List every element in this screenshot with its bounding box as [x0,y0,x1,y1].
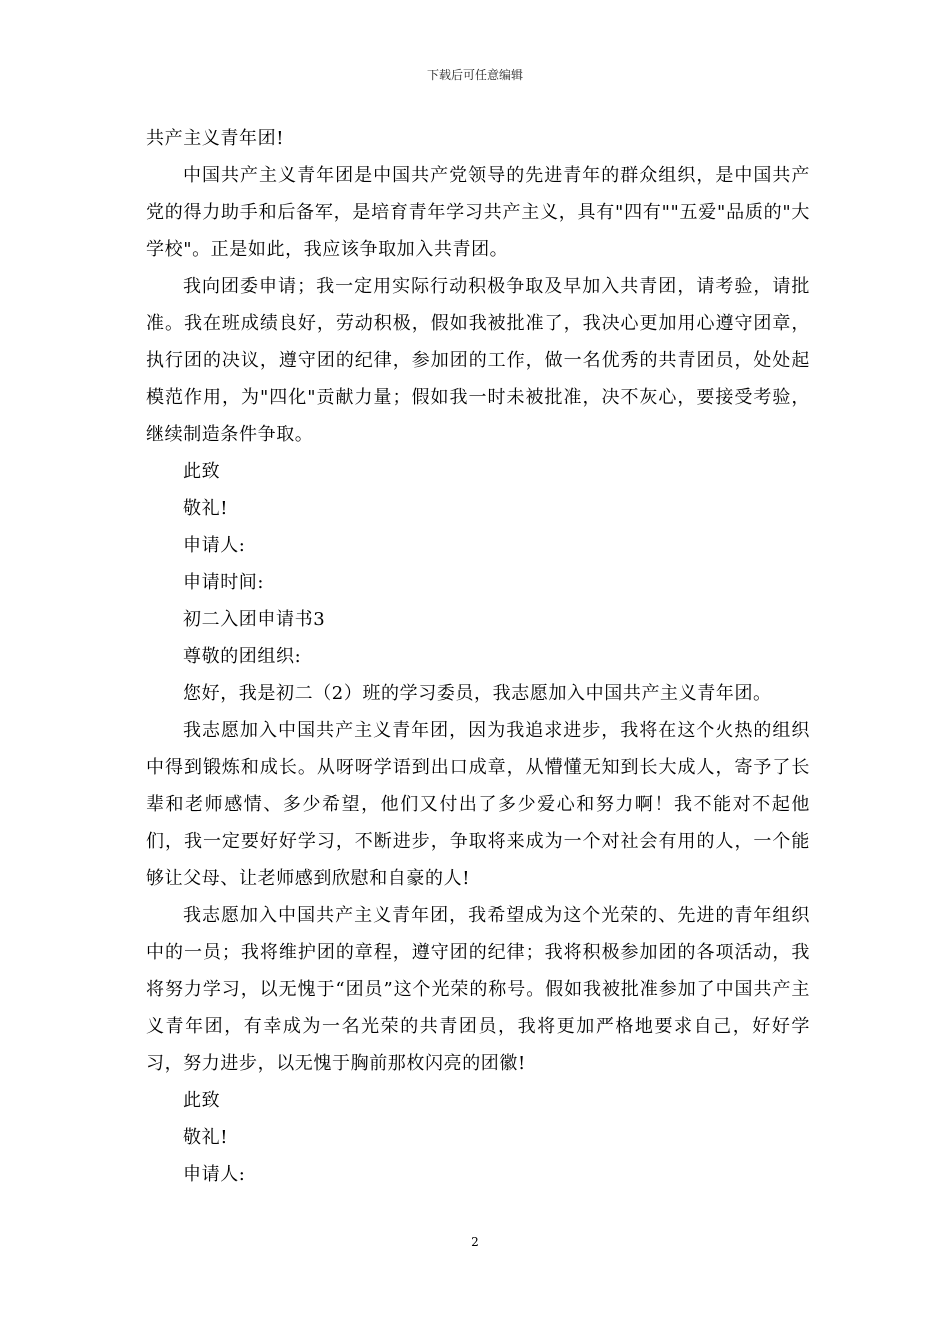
paragraph: 中国共产主义青年团是中国共产党领导的先进青年的群众组织，是中国共产党的得力助手和后备军，是培育青年学习共产主义，具有"四有""五爱"品质的"大学校"。正是如此，我应该争取加入共青团。 [146,165,810,260]
greeting: 尊敬的团组织: [183,646,302,667]
application-date-label: 申请时间: [183,572,265,593]
paragraph: 共产主义青年团! [146,128,285,149]
section-title: 初二入团申请书3 [183,609,326,630]
closing-respect: 敬礼! [183,498,229,519]
closing-salutation: 此致 [183,1090,221,1111]
paragraph: 我志愿加入中国共产主义青年团，因为我追求进步，我将在这个火热的组织中得到锻炼和成长。从呀呀学语到出口成章，从懵懂无知到长大成人，寄予了长辈和老师感情、多少希望，他们又付出了多少爱心和努力啊！我不能对不起他们，我一定要好好学习，不断进步，争取将来成为一个对社会有用的人，一个能够让父母、让老师感到欣慰和自豪的人! [146,720,810,889]
applicant-label: 申请人: [183,1164,246,1185]
paragraph: 您好，我是初二（2）班的学习委员，我志愿加入中国共产主义青年团。 [183,683,772,704]
applicant-label: 申请人: [183,535,246,556]
paragraph: 我志愿加入中国共产主义青年团，我希望成为这个光荣的、先进的青年组织中的一员；我将维护团的章程，遵守团的纪律；我将积极参加团的各项活动，我将努力学习，以无愧于“团员”这个光荣的称号。假如我被批准参加了中国共产主义青年团，有幸成为一名光荣的共青团员，我将更加严格地要求自己，好好学习，努力进步，以无愧于胸前那枚闪亮的团徽! [146,905,810,1074]
closing-respect: 敬礼! [183,1127,229,1148]
paragraph: 我向团委申请；我一定用实际行动积极争取及早加入共青团，请考验，请批准。我在班成绩良好，劳动积极，假如我被批准了，我决心更加用心遵守团章，执行团的决议，遵守团的纪律，参加团的工作，做一名优秀的共青团员，处处起模范作用，为"四化"贡献力量；假如我一时未被批准，决不灰心，要接受考验，继续制造条件争取。 [146,276,810,445]
document-body [146,120,810,1193]
closing-salutation: 此致 [183,461,221,482]
page-header-note: 下载后可任意编辑 [426,68,523,82]
page-number: 2 [471,1235,479,1249]
